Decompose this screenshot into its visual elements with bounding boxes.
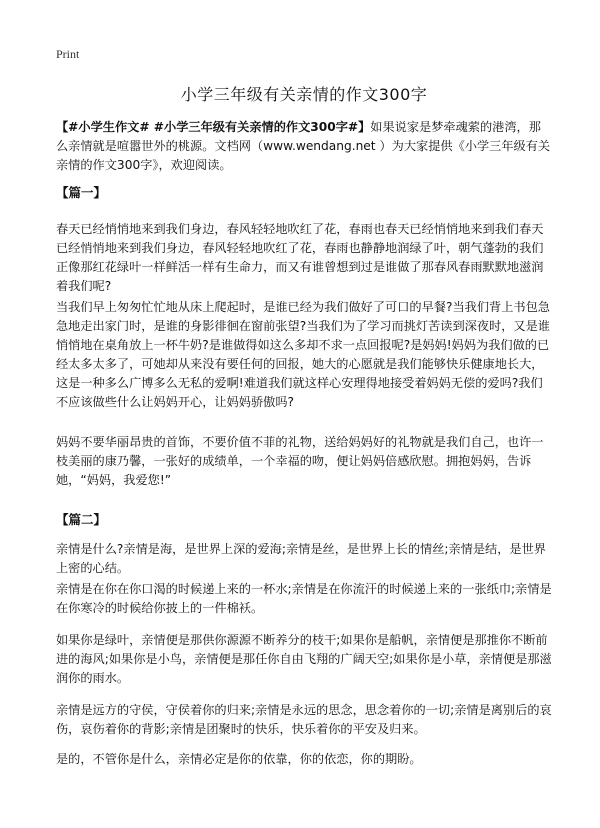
section-1-paragraph-3: 妈妈不要华丽昂贵的首饰，不要价值不菲的礼物，送给妈妈好的礼物就是我们自己，也许一枝美丽的康乃馨，一张好的成绩单，一个幸福的吻，便让妈妈倍感欣慰。拥抱妈妈，告诉她，“妈妈，我爱您!” (56, 435, 544, 487)
intro-paragraph (56, 118, 552, 175)
section-2-paragraph-2: 亲情是在你在你口渴的时候递上来的一杯水;亲情是在你流汗的时候递上来的一张纸巾;亲情是在你寒冷的时候给你披上的一件棉袄。 (56, 582, 552, 615)
page-title: 小学三年级有关亲情的作文300字 (180, 85, 428, 104)
section-1-paragraph-1: 春天已经悄悄地来到我们身边，春风轻轻地吹红了花，春雨也春天已经悄悄地来到我们春天已经悄悄地来到我们身边，春风轻轻地吹红了花，春雨也静静地润绿了叶，朝气蓬勃的我们正像那红花绿叶一样鲜活一样有生命力，而又有谁曾想到过是谁做了那春风春雨默默地滋润着我们呢? (56, 222, 544, 293)
section-2-paragraph-1: 亲情是什么?亲情是海，是世界上深的爱海;亲情是丝，是世界上长的情丝;亲情是结，是世界上密的心结。 (56, 542, 546, 575)
section-2-paragraph-3: 如果你是绿叶，亲情便是那供你源源不断养分的枝干;如果你是船帆，亲情便是那推你不断前进的海风;如果你是小鸟，亲情便是那任你自由飞翔的广阔天空;如果你是小草，亲情便是那滋润你的雨水。 (56, 633, 552, 685)
section-1-paragraph-2: 当我们早上匆匆忙忙地从床上爬起时，是谁已经为我们做好了可口的早餐?当我们背上书包急急地走出家门时，是谁的身影徘徊在窗前张望?当我们为了学习而挑灯苦读到深夜时，又是谁悄悄地在桌角放上一杯牛奶?是谁做得如这么多却不求一点回报呢?是妈妈!妈妈为我们做的已经太多太多了，可她却从来没有要任何的回报，她大的心愿就是我们能够快乐健康地长大，这是一种多么广博多么无私的爱啊!难道我们就这样心安理得地接受着妈妈无偿的爱吗?我们不应该做些什么让妈妈开心，让妈妈骄傲吗? (56, 300, 550, 409)
section-heading-2: 【篇二】 (56, 512, 107, 527)
section-2-paragraph-4: 亲情是远方的守侯，守侯着你的归来;亲情是永远的思念，思念着你的一切;亲情是离别后的哀伤，哀伤着你的背影;亲情是团聚时的快乐，快乐着你的平安及归来。 (56, 703, 552, 736)
print-label: Print (56, 47, 80, 61)
intro-tags: 【#小学生作文# #小学三年级有关亲情的作文300字#】 (56, 120, 371, 134)
section-2-paragraph-5: 是的，不管你是什么，亲情必定是你的依靠，你的依恋，你的期盼。 (56, 752, 422, 766)
intro-text: 如果说家是梦牵魂萦的港湾，那么亲情就是喧嚣世外的桃源。文档网（www.wendang.net ）为大家提供《小学三年级有关亲情的作文300字》，欢迎阅读。 (56, 120, 551, 172)
section-heading-1: 【篇一】 (56, 185, 107, 200)
